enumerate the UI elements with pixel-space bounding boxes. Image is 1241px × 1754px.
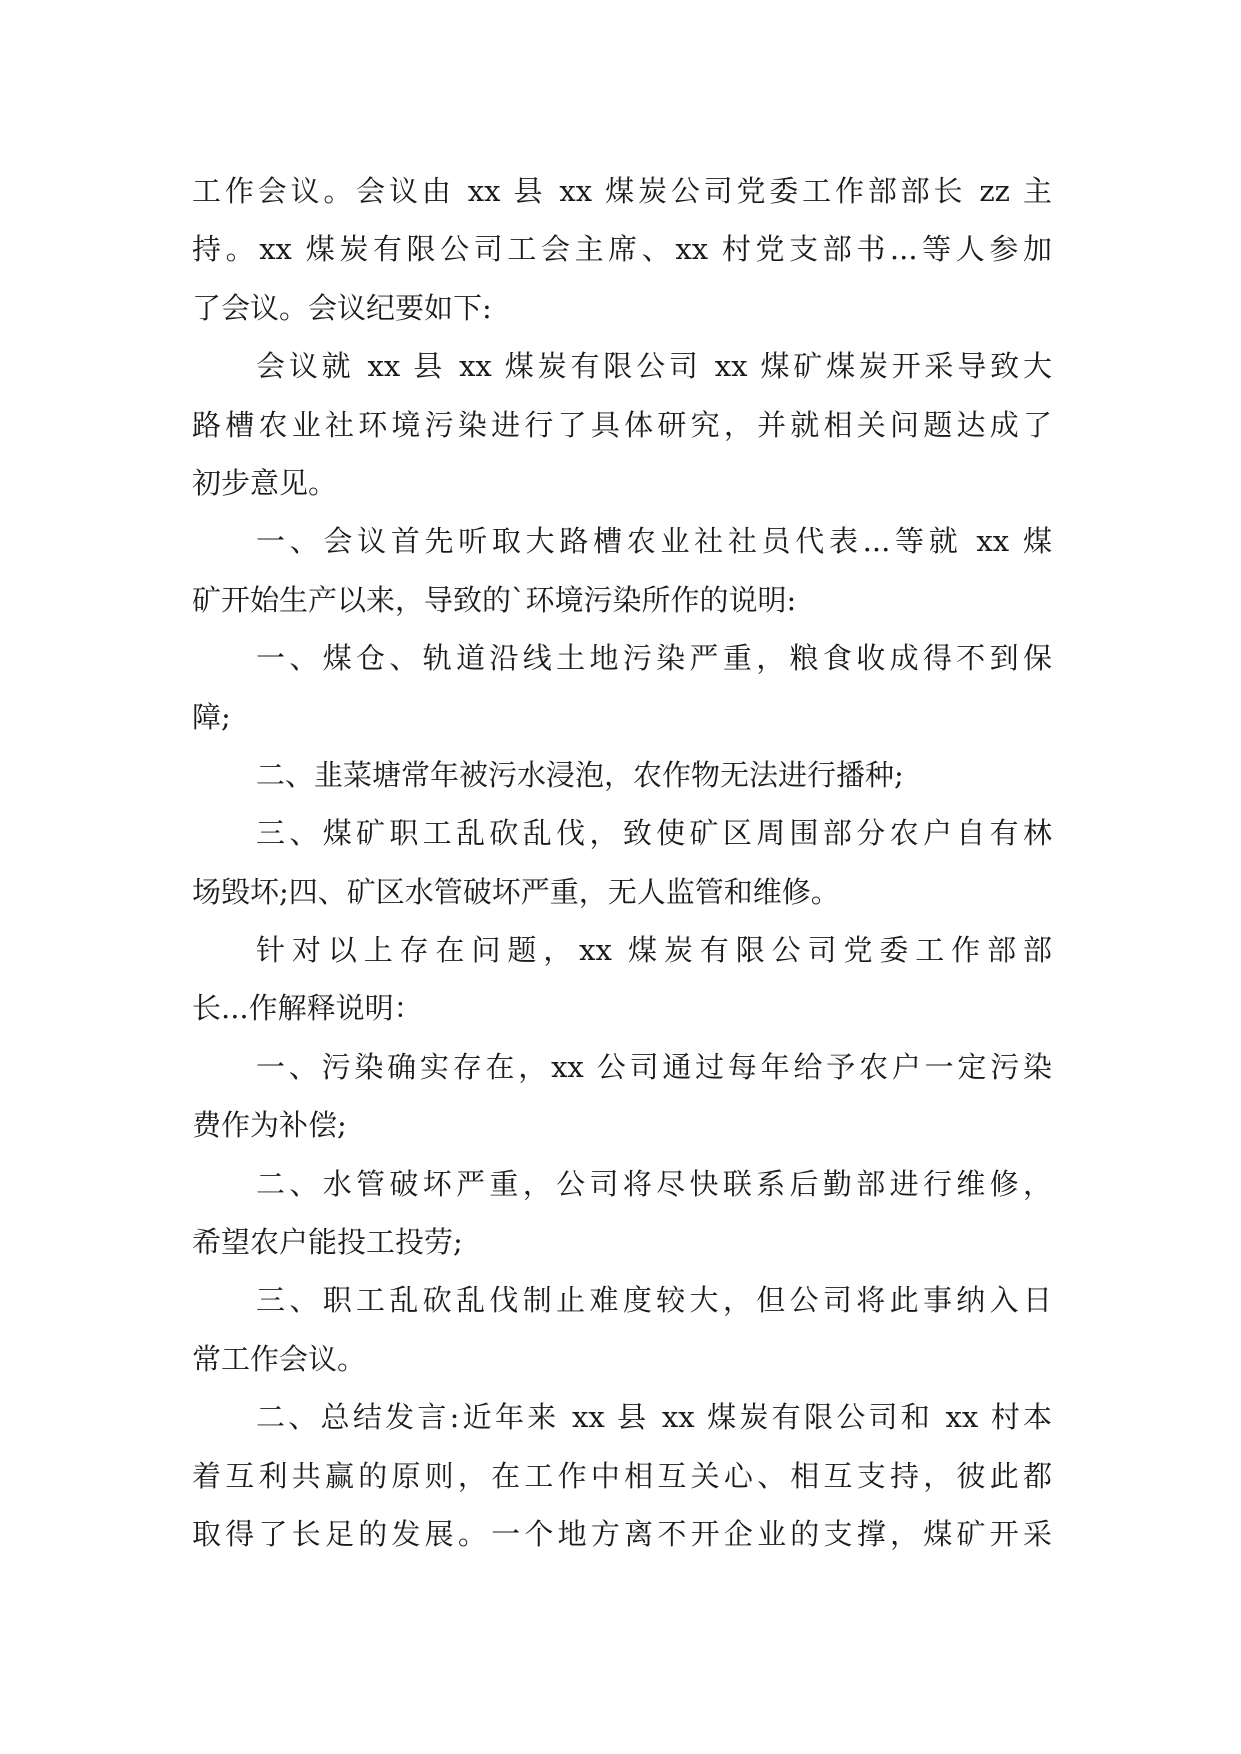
text-line: 工作会议。会议由 xx 县 xx 煤炭公司党委工作部部长 zz 主 <box>192 174 1052 208</box>
text-line: 持。xx 煤炭有限公司工会主席、xx 村党支部书...等人参加 <box>192 232 1052 267</box>
text-line: 场毁坏;四、矿区水管破坏严重，无人监管和维修。 <box>192 874 840 909</box>
document-body <box>192 162 1052 1563</box>
text-line: 取得了长足的发展。一个地方离不开企业的支撑，煤矿开采 <box>192 1516 1052 1551</box>
text-line: 三、煤矿职工乱砍乱伐，致使矿区周围部分农户自有林 <box>256 816 1052 851</box>
text-line: 障; <box>192 699 231 734</box>
text-line: 希望农户能投工投劳; <box>192 1225 463 1260</box>
text-line: 针对以上存在问题，xx 煤炭有限公司党委工作部部 <box>256 933 1052 968</box>
text-line: 一、污染确实存在，xx 公司通过每年给予农户一定污染 <box>256 1049 1052 1084</box>
text-line: 了会议。会议纪要如下: <box>192 290 492 325</box>
text-line: 费作为补偿; <box>192 1108 347 1143</box>
text-line: 初步意见。 <box>192 465 338 500</box>
text-line: 二、韭菜塘常年被污水浸泡，农作物无法进行播种; <box>256 757 904 792</box>
text-line: 会议就 xx 县 xx 煤炭有限公司 xx 煤矿煤炭开采导致大 <box>256 349 1052 384</box>
text-line: 一、会议首先听取大路槽农业社社员代表...等就 xx 煤 <box>256 524 1052 559</box>
text-line: 路槽农业社环境污染进行了具体研究，并就相关问题达成了 <box>192 407 1052 442</box>
text-line: 二、水管破坏严重，公司将尽快联系后勤部进行维修， <box>256 1166 1052 1201</box>
text-line: 三、职工乱砍乱伐制止难度较大，但公司将此事纳入日 <box>256 1283 1052 1318</box>
text-line: 一、煤仓、轨道沿线土地污染严重，粮食收成得不到保 <box>256 641 1052 676</box>
text-line: 着互利共赢的原则，在工作中相互关心、相互支持，彼此都 <box>192 1458 1052 1493</box>
text-line: 矿开始生产以来，导致的`环境污染所作的说明: <box>192 582 797 617</box>
text-line: 二、总结发言:近年来 xx 县 xx 煤炭有限公司和 xx 村本 <box>256 1400 1052 1435</box>
text-line: 长...作解释说明： <box>192 991 423 1026</box>
text-line: 常工作会议。 <box>192 1341 367 1376</box>
